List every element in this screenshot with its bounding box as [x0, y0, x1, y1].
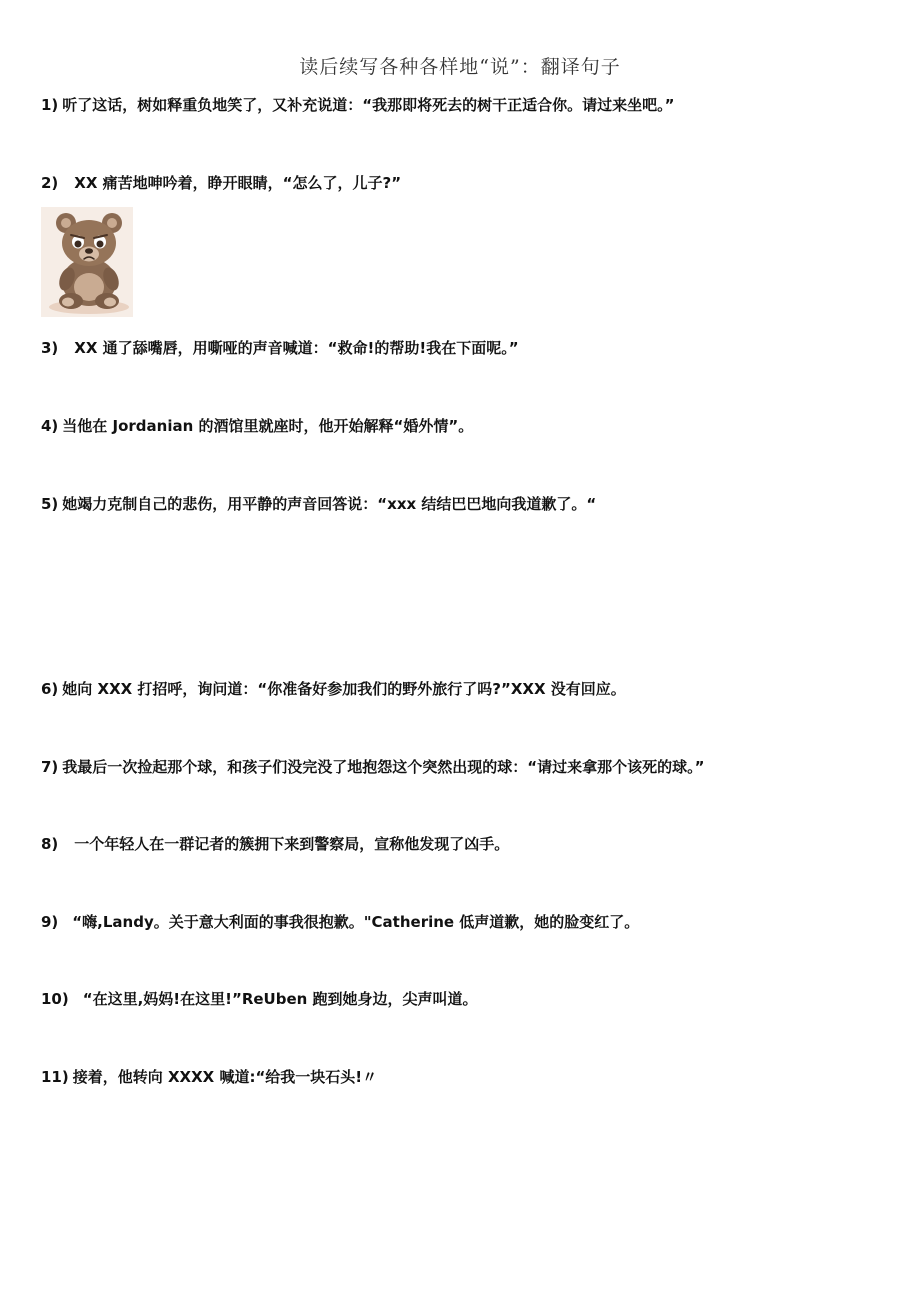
item-text: “嗨,Landy。关于意大利面的事我很抱歉。"Catherine 低声道歉，她的脸变红了。 — [72, 913, 640, 931]
sentence-item — [41, 912, 639, 932]
item-number: 4) — [41, 417, 59, 435]
item-text: XX 通了舔嘴唇，用嘶哑的声音喊道：“救命!的帮助!我在下面呢。” — [74, 339, 519, 357]
item-number: 11) — [41, 1068, 69, 1086]
item-number: 1) — [41, 96, 59, 114]
sentence-item — [41, 173, 401, 193]
item-number: 5) — [41, 495, 59, 513]
item-number: 9) — [41, 913, 59, 931]
sentence-item — [41, 1067, 377, 1087]
item-text: 她向 XXX 打招呼，询问道：“你准备好参加我们的野外旅行了吗?”XXX 没有回应。 — [62, 680, 626, 698]
sentence-item — [41, 834, 509, 854]
item-text: XX 痛苦地呻吟着，睁开眼睛，“怎么了，儿子?” — [74, 174, 402, 192]
sentence-item — [41, 338, 519, 358]
item-text: 一个年轻人在一群记者的簇拥下来到警察局，宣称他发现了凶手。 — [74, 835, 510, 853]
item-text: 我最后一次捡起那个球，和孩子们没完没了地抱怨这个突然出现的球：“请过来拿那个该死的球。” — [62, 758, 705, 776]
item-text: 当他在 Jordanian 的酒馆里就座时，他开始解释“婚外情”。 — [62, 417, 474, 435]
item-number: 3) — [41, 339, 59, 357]
item-text: 听了这话，树如释重负地笑了，又补充说道：“我那即将死去的树干正适合你。请过来坐吧。” — [62, 96, 675, 114]
item-number: 6) — [41, 680, 59, 698]
sentence-item — [41, 757, 705, 777]
item-number: 10) — [41, 990, 69, 1008]
sentence-item — [41, 416, 473, 436]
item-text: “在这里,妈妈!在这里!”ReUben 跑到她身边，尖声叫道。 — [82, 990, 478, 1008]
sentence-item — [41, 95, 675, 115]
bear-illustration — [41, 207, 133, 317]
item-text: 她竭力克制自己的悲伤，用平静的声音回答说：“xxx 结结巴巴地向我道歉了。“ — [62, 495, 597, 513]
item-number: 8) — [41, 835, 59, 853]
sad-bear-image — [41, 207, 133, 317]
sentence-item — [41, 989, 478, 1009]
sentence-item — [41, 494, 596, 514]
document-title: 读后续写各种各样地“说”：翻译句子 — [299, 56, 621, 78]
item-number: 7) — [41, 758, 59, 776]
item-number: 2) — [41, 174, 59, 192]
item-text: 接着，他转向 XXXX 喊道:“给我一块石头!〃 — [72, 1068, 378, 1086]
sentence-item — [41, 679, 626, 699]
